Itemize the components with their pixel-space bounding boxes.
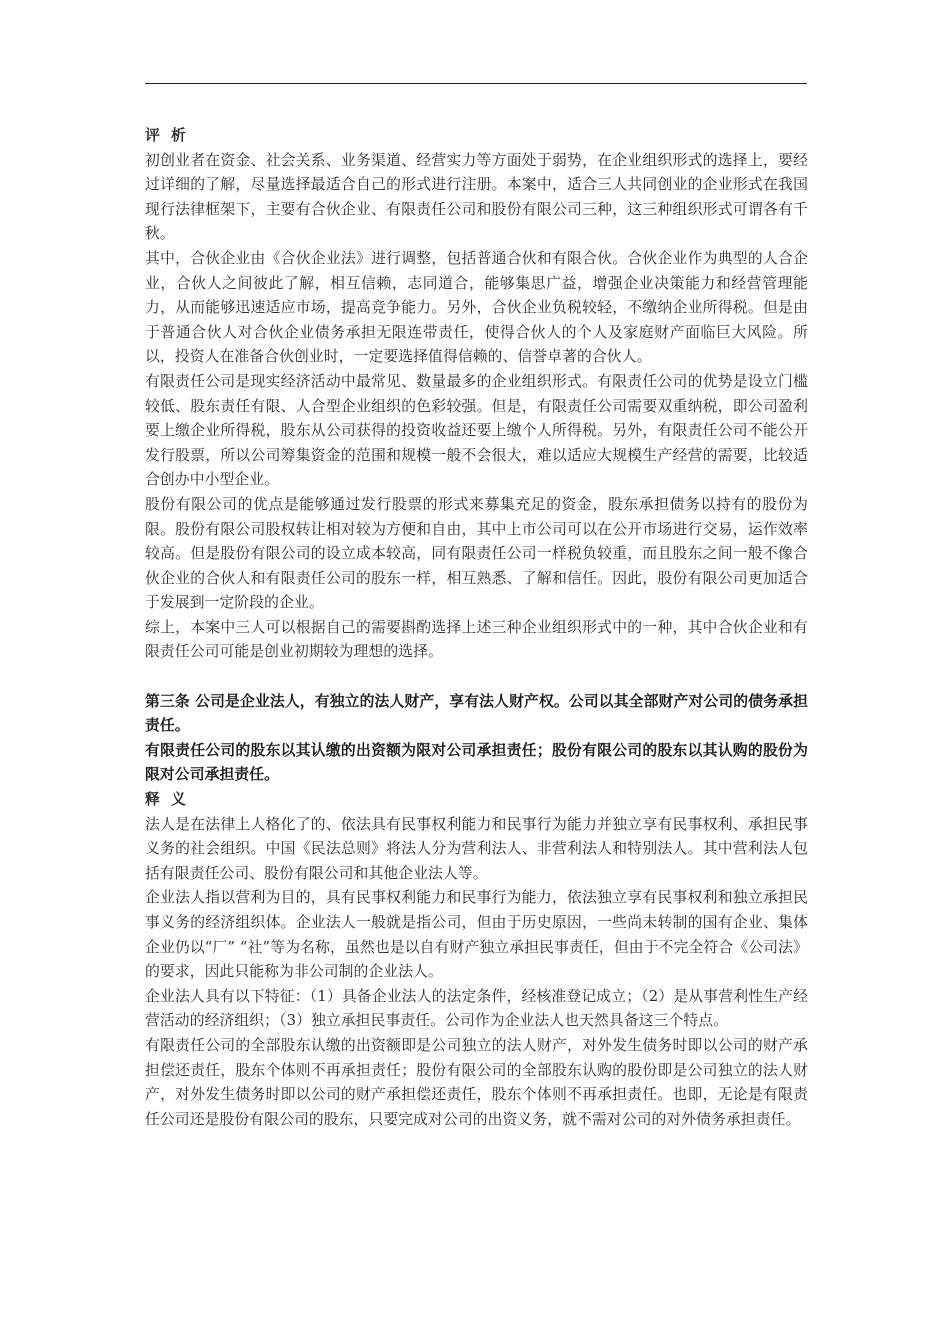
interpretation-paragraph: 法人是在法律上人格化了的、依法具有民事权利能力和民事行为能力并独立享有民事权利、承担民事义务的社会组织。中国《民法总则》将法人分为营利法人、非营利法人和特别法人。其中营利法人包括有限责任公司、股份有限公司和其他企业法人等。 bbox=[145, 815, 808, 882]
analysis-paragraph: 其中，合伙企业由《合伙企业法》进行调整，包括普通合伙和有限合伙。合伙企业作为典型的人合企业，合伙人之间彼此了解，相互信赖，志同道合，能够集思广益，增强企业决策能力和经营管理能力，从而能够迅速适应市场，提高竞争能力。另外，合伙企业负税较轻，不缴纳企业所得税。但是由于普通合伙人对合伙企业债务承担无限连带责任，使得合伙人的个人及家庭财产面临巨大风险。所以，投资人在准备合伙创业时，一定要选择值得信赖的、信誉卓著的合伙人。 bbox=[145, 249, 808, 366]
analysis-paragraph: 有限责任公司是现实经济活动中最常见、数量最多的企业组织形式。有限责任公司的优势是设立门槛较低、股东责任有限、人合型企业组织的色彩较强。但是，有限责任公司需要双重纳税，即公司盈利要上缴企业所得税，股东从公司获得的投资收益还要上缴个人所得税。另外，有限责任公司不能公开发行股票，所以公司筹集资金的范围和规模一般不会很大，难以适应大规模生产经营的需要，比较适合创办中小型企业。 bbox=[145, 372, 808, 489]
header-rule bbox=[145, 83, 807, 84]
analysis-paragraph: 初创业者在资金、社会关系、业务渠道、经营实力等方面处于弱势，在企业组织形式的选择上，要经过详细的了解，尽量选择最适合自己的形式进行注册。本案中，适合三人共同创业的企业形式在我国现行法律框架下，主要有合伙企业、有限责任公司和股份有限公司三种，这三种组织形式可谓各有千秋。 bbox=[145, 151, 808, 243]
interpretation-paragraph: 有限责任公司的全部股东认缴的出资额即是公司独立的法人财产，对外发生债务时即以公司的财产承担偿还责任，股东个体则不再承担责任；股份有限公司的全部股东认购的股份即是公司独立的法人财产，对外发生债务时即以公司的财产承担偿还责任，股东个体则不再承担责任。也即，无论是有限责任公司还是股份有限公司的股东，只要完成对公司的出资义务，就不需对公司的对外债务承担责任。 bbox=[145, 1036, 808, 1128]
analysis-heading: 评 析 bbox=[145, 127, 189, 144]
document-body bbox=[145, 124, 808, 1132]
interpretation-paragraph: 企业法人具有以下特征：（1）具备企业法人的法定条件，经核准登记成立；（2）是从事营利性生产经营活动的经济组织；（3）独立承担民事责任。公司作为企业法人也天然具备这三个特点。 bbox=[145, 987, 808, 1030]
article-clause: 有限责任公司的股东以其认缴的出资额为限对公司承担责任；股份有限公司的股东以其认购的股份为限对公司承担责任。 bbox=[145, 741, 808, 784]
analysis-paragraph: 股份有限公司的优点是能够通过发行股票的形式来募集充足的资金，股东承担债务以持有的股份为限。股份有限公司股权转让相对较为方便和自由，其中上市公司可以在公开市场进行交易，运作效率较高。但是股份有限公司的设立成本较高，同有限责任公司一样税负较重，而且股东之间一般不像合伙企业的合伙人和有限责任公司的股东一样，相互熟悉、了解和信任。因此，股份有限公司更加适合于发展到一定阶段的企业。 bbox=[145, 495, 808, 612]
article-title: 第三条 公司是企业法人，有独立的法人财产，享有法人财产权。公司以其全部财产对公司的债务承担责任。 bbox=[145, 692, 808, 735]
analysis-paragraph: 综上，本案中三人可以根据自己的需要斟酌选择上述三种企业组织形式中的一种，其中合伙企业和有限责任公司可能是创业初期较为理想的选择。 bbox=[145, 618, 808, 661]
interpretation-paragraph: 企业法人指以营利为目的，具有民事权利能力和民事行为能力，依法独立享有民事权利和独立承担民事义务的经济组织体。企业法人一般就是指公司，但由于历史原因，一些尚未转制的国有企业、集体企业仍以“厂” “社”等为名称，虽然也是以自有财产独立承担民事责任，但由于不完全符合《公司法》的要求，因此只能称为非公司制的企业法人。 bbox=[145, 889, 808, 981]
section-spacer bbox=[145, 665, 808, 690]
interpretation-heading: 释 义 bbox=[145, 791, 189, 809]
